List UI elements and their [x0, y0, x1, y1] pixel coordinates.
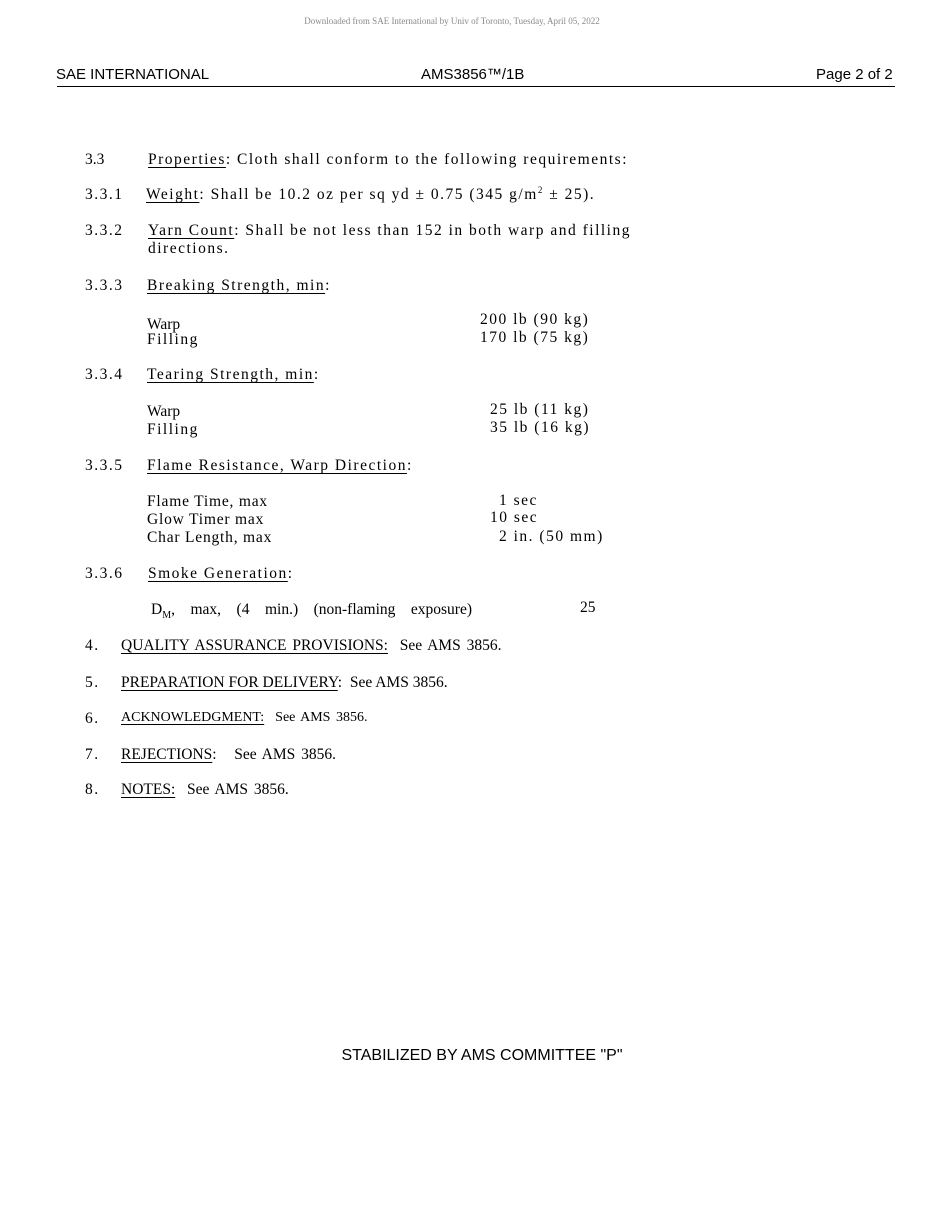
section-number: 4.	[85, 637, 100, 654]
table-row-label: Filling	[147, 421, 199, 438]
header-doc-number: AMS3856™/1B	[421, 66, 525, 83]
section-title: ACKNOWLEDGMENT:	[121, 710, 265, 725]
section-6	[121, 710, 367, 726]
section-number: 3.3.2	[85, 222, 124, 239]
download-notice: Downloaded from SAE International by Univ of Toronto, Tuesday, April 05, 2022	[304, 16, 600, 26]
section-number: 3.3.1	[85, 186, 124, 203]
section-title: Yarn Count	[148, 222, 235, 239]
superscript: 2	[537, 184, 544, 195]
section-number: 3.3.3	[85, 277, 124, 294]
table-row-value: 10 sec	[490, 509, 539, 526]
table-row-value: 2 in. (50 mm)	[499, 528, 604, 545]
section-title: QUALITY ASSURANCE PROVISIONS:	[121, 637, 388, 654]
section-text: See AMS 3856.	[275, 710, 368, 725]
section-title: NOTES:	[121, 781, 176, 798]
section-3-3-4	[147, 366, 320, 384]
section-text: ± 25).	[543, 186, 596, 203]
section-number: 7.	[85, 746, 100, 763]
section-3-3-3	[147, 277, 331, 295]
section-title: Breaking Strength, min	[147, 277, 326, 294]
section-title: Properties	[148, 151, 226, 168]
section-title: Flame Resistance, Warp Direction	[147, 457, 407, 474]
section-number: 3.3.4	[85, 366, 124, 383]
colon: :	[287, 565, 294, 582]
subscript: M	[162, 610, 172, 622]
section-text: : Shall be 10.2 oz per sq yd ± 0.75 (345 g/m	[199, 186, 538, 203]
section-number: 3.3.6	[85, 565, 124, 582]
table-row-label: Warp	[147, 403, 181, 420]
section-title: PREPARATION FOR DELIVERY	[121, 674, 338, 691]
table-row-value: 200 lb (90 kg)	[480, 311, 590, 328]
section-3-3-1	[146, 186, 595, 204]
stabilized-footer: STABILIZED BY AMS COMMITTEE "P"	[341, 1047, 623, 1064]
section-3-3-5	[147, 457, 413, 475]
section-text: : See AMS 3856.	[212, 746, 336, 763]
dm-symbol: D	[151, 601, 163, 618]
section-number: 3.3.5	[85, 457, 124, 474]
section-8	[121, 781, 289, 799]
section-7	[121, 746, 336, 764]
section-number: 6.	[85, 710, 100, 727]
section-text: See AMS 3856.	[399, 637, 502, 654]
header-org: SAE INTERNATIONAL	[56, 66, 210, 83]
table-row-value: 170 lb (75 kg)	[480, 329, 590, 346]
section-number: 3.3	[85, 151, 105, 168]
section-3-3	[148, 151, 628, 169]
section-5	[121, 674, 448, 692]
section-text: : Cloth shall conform to the following requirements:	[225, 151, 629, 168]
section-title: Tearing Strength, min	[147, 366, 314, 383]
section-title: Smoke Generation	[148, 565, 288, 582]
header-rule	[57, 86, 895, 87]
section-4	[121, 637, 501, 655]
smoke-row-text: , max, (4 min.) (non-flaming exposure)	[171, 601, 473, 618]
section-text: See AMS 3856.	[187, 781, 289, 798]
colon: :	[325, 277, 331, 294]
table-row-label: Glow Timer max	[147, 511, 265, 528]
colon: :	[313, 366, 320, 383]
header-page: Page 2 of 2	[816, 66, 893, 83]
section-3-3-6	[148, 565, 294, 583]
section-title: Weight	[146, 186, 200, 203]
table-row-label: Char Length, max	[147, 529, 273, 546]
section-number: 5.	[85, 674, 100, 691]
section-3-3-2	[148, 222, 631, 240]
table-row-value: 25 lb (11 kg)	[490, 401, 590, 418]
section-text: : Shall be not less than 152 in both warp and filling	[234, 222, 631, 239]
table-row-value: 35 lb (16 kg)	[490, 419, 591, 436]
section-text: : See AMS 3856.	[337, 674, 448, 691]
table-row-value: 1 sec	[499, 492, 538, 509]
smoke-row-label	[151, 601, 473, 622]
table-row-label: Filling	[147, 331, 199, 348]
section-text-continued: directions.	[148, 240, 230, 257]
table-row-label: Flame Time, max	[147, 493, 268, 510]
section-number: 8.	[85, 781, 100, 798]
section-title: REJECTIONS	[121, 746, 213, 763]
table-row-label: Warp	[147, 316, 181, 333]
smoke-row-value: 25	[580, 599, 596, 616]
colon: :	[406, 457, 413, 474]
